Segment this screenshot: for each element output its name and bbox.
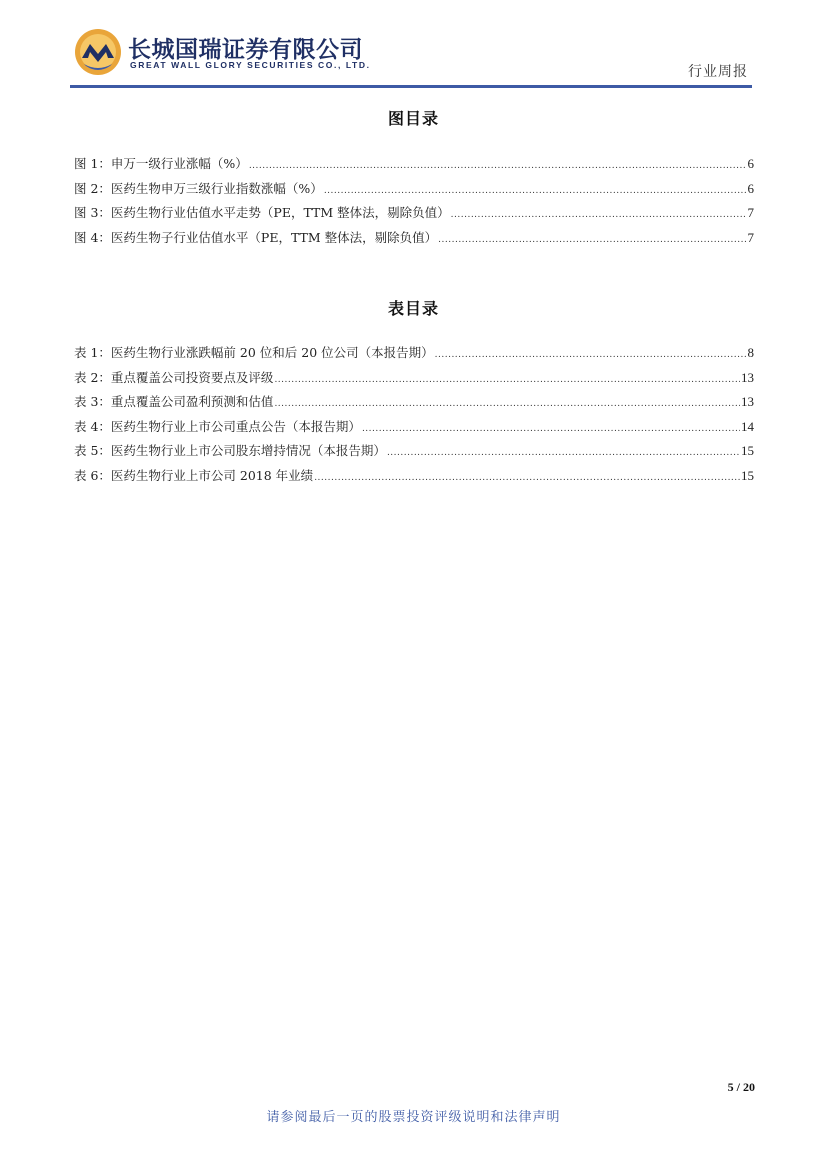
- toc-entry-table-6[interactable]: [74, 464, 754, 489]
- toc-leader-dots: [274, 392, 740, 417]
- toc-entry-label: 图 4：医药生物子行业估值水平（PE，TTM 整体法，剔除负值）: [74, 229, 438, 245]
- toc-leader-dots: [314, 466, 740, 491]
- toc-leader-dots: [435, 343, 747, 368]
- toc-entry-label: 图 3：医药生物行业估值水平走势（PE，TTM 整体法，剔除负值）: [74, 205, 450, 221]
- toc-entry-figure-1[interactable]: [74, 152, 754, 177]
- toc-entry-table-3[interactable]: [74, 390, 754, 415]
- toc-entry-page: 7: [747, 229, 754, 245]
- figures-toc-list: [74, 152, 754, 250]
- toc-entry-label: 表 6：医药生物行业上市公司 2018 年业绩: [74, 467, 314, 483]
- company-name-cn: 长城国瑞证券有限公司: [128, 37, 363, 63]
- toc-entry-figure-2[interactable]: [74, 177, 754, 202]
- toc-entry-page: 7: [747, 205, 754, 221]
- toc-entry-label: 表 1：医药生物行业涨跌幅前 20 位和后 20 位公司（本报告期）: [74, 345, 434, 360]
- toc-entry-page: 15: [741, 443, 754, 459]
- header-divider: [70, 85, 752, 88]
- toc-leader-dots: [362, 417, 740, 442]
- toc-entry-label: 表 5：医药生物行业上市公司股东增持情况（本报告期）: [74, 443, 386, 459]
- toc-leader-dots: [274, 368, 740, 393]
- toc-entry-table-4[interactable]: [74, 415, 754, 440]
- company-name-en: GREAT WALL GLORY SECURITIES CO., LTD.: [130, 60, 371, 70]
- toc-entry-page: 14: [741, 418, 754, 434]
- toc-leader-dots: [249, 154, 747, 179]
- page-number: 5 / 20: [727, 1080, 755, 1094]
- toc-entry-page: 6: [747, 156, 754, 171]
- report-type-label: 行业周报: [688, 64, 748, 80]
- toc-entry-figure-3[interactable]: [74, 201, 754, 226]
- tables-toc-list: [74, 341, 754, 489]
- tables-toc-title: 表目录: [387, 299, 439, 318]
- toc-entry-table-1[interactable]: [74, 341, 754, 366]
- toc-leader-dots: [451, 203, 747, 228]
- legal-disclaimer: 请参阅最后一页的股票投资评级说明和法律声明: [266, 1110, 561, 1125]
- toc-entry-page: 6: [747, 180, 754, 196]
- toc-leader-dots: [324, 179, 747, 204]
- toc-leader-dots: [438, 228, 746, 253]
- toc-entry-label: 表 4：医药生物行业上市公司重点公告（本报告期）: [74, 418, 361, 434]
- toc-entry-label: 图 2：医药生物申万三级行业指数涨幅（%）: [74, 180, 323, 196]
- toc-entry-page: 13: [741, 394, 754, 410]
- toc-entry-page: 8: [747, 345, 754, 360]
- toc-entry-label: 表 2：重点覆盖公司投资要点及评级: [74, 369, 274, 385]
- toc-entry-figure-4[interactable]: [74, 226, 754, 251]
- toc-entry-label: 表 3：重点覆盖公司盈利预测和估值: [74, 394, 274, 410]
- company-logo-icon: [74, 28, 122, 76]
- toc-leader-dots: [387, 441, 740, 466]
- toc-entry-table-5[interactable]: [74, 439, 754, 464]
- figures-toc-title: 图目录: [387, 109, 439, 128]
- toc-entry-page: 15: [741, 467, 754, 483]
- toc-entry-page: 13: [741, 369, 754, 385]
- toc-entry-table-2[interactable]: [74, 366, 754, 391]
- toc-entry-label: 图 1：申万一级行业涨幅（%）: [74, 156, 248, 171]
